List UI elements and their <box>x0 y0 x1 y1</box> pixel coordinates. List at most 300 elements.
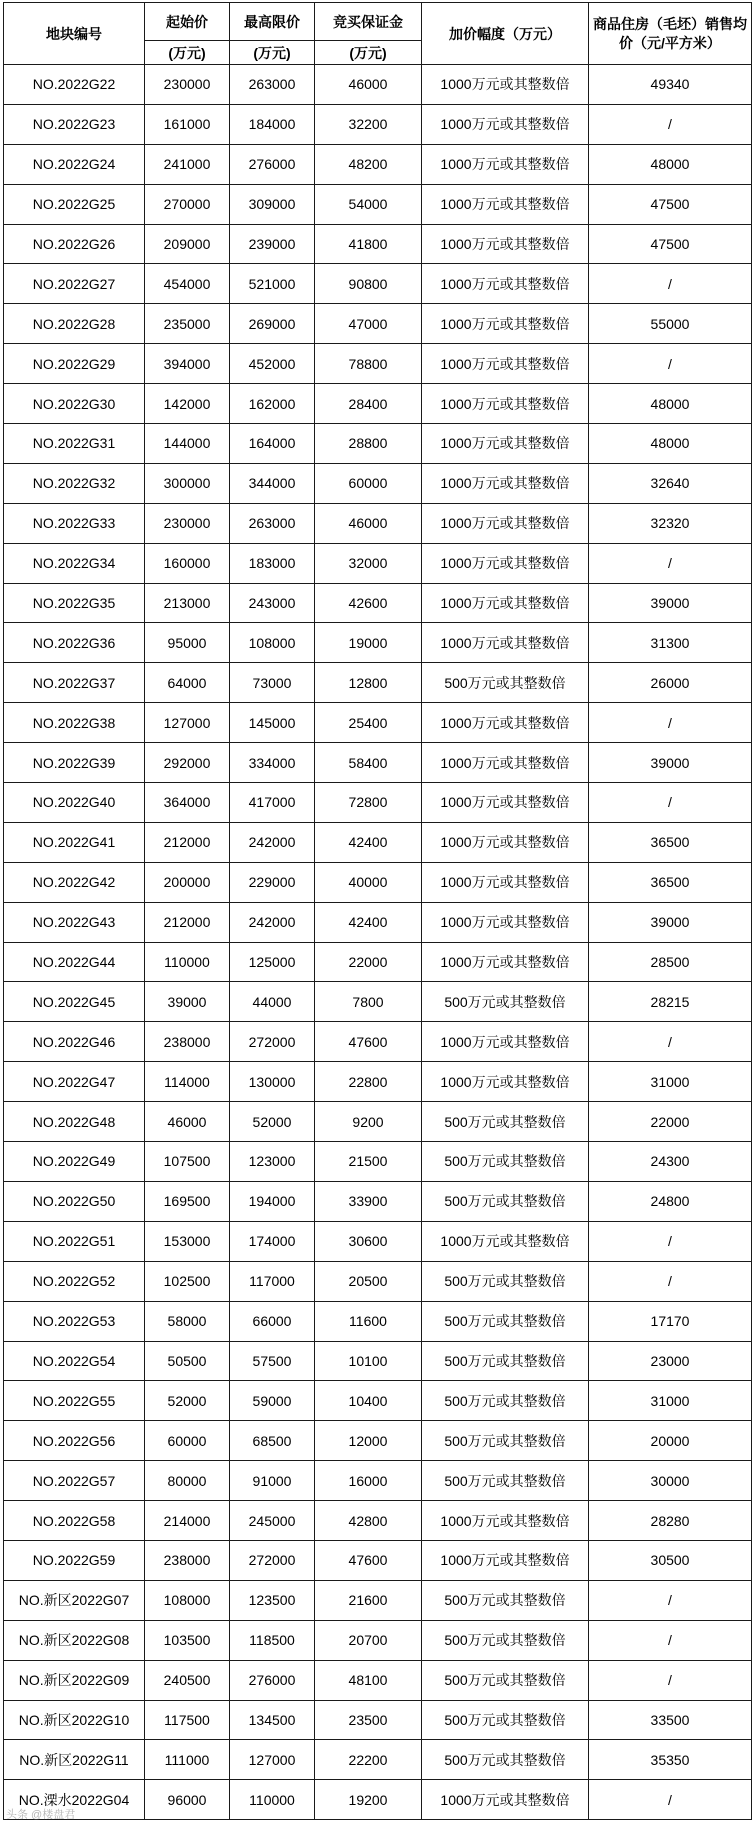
table-row <box>4 344 752 384</box>
cell-increment: 500万元或其整数倍 <box>422 1381 589 1421</box>
cell-avg-sale-price: / <box>589 1620 752 1660</box>
cell-max-price: 452000 <box>230 344 315 384</box>
cell-starting-price: 212000 <box>145 822 230 862</box>
cell-starting-price: 213000 <box>145 583 230 623</box>
cell-increment: 1000万元或其整数倍 <box>422 104 589 144</box>
cell-max-price: 164000 <box>230 424 315 464</box>
table-row <box>4 1660 752 1700</box>
cell-starting-price: 212000 <box>145 902 230 942</box>
cell-avg-sale-price: / <box>589 1580 752 1620</box>
cell-starting-price: 117500 <box>145 1700 230 1740</box>
table-row <box>4 1142 752 1182</box>
unit-deposit: (万元) <box>315 41 422 65</box>
cell-deposit: 22800 <box>315 1062 422 1102</box>
cell-starting-price: 270000 <box>145 184 230 224</box>
cell-deposit: 28400 <box>315 384 422 424</box>
cell-plot-number: NO.2022G26 <box>4 224 145 264</box>
cell-plot-number: NO.2022G54 <box>4 1341 145 1381</box>
cell-increment: 500万元或其整数倍 <box>422 1740 589 1780</box>
cell-plot-number: NO.新区2022G09 <box>4 1660 145 1700</box>
cell-increment: 1000万元或其整数倍 <box>422 862 589 902</box>
cell-increment: 1000万元或其整数倍 <box>422 1501 589 1541</box>
table-row <box>4 1620 752 1660</box>
cell-increment: 500万元或其整数倍 <box>422 1580 589 1620</box>
cell-avg-sale-price: 55000 <box>589 304 752 344</box>
cell-max-price: 183000 <box>230 543 315 583</box>
cell-avg-sale-price: 36500 <box>589 822 752 862</box>
cell-starting-price: 127000 <box>145 703 230 743</box>
cell-plot-number: NO.2022G50 <box>4 1181 145 1221</box>
cell-max-price: 52000 <box>230 1102 315 1142</box>
cell-starting-price: 394000 <box>145 344 230 384</box>
cell-avg-sale-price: 22000 <box>589 1102 752 1142</box>
cell-starting-price: 142000 <box>145 384 230 424</box>
cell-max-price: 229000 <box>230 862 315 902</box>
table-row <box>4 1780 752 1820</box>
cell-starting-price: 108000 <box>145 1580 230 1620</box>
cell-increment: 1000万元或其整数倍 <box>422 184 589 224</box>
cell-plot-number: NO.2022G42 <box>4 862 145 902</box>
cell-avg-sale-price: / <box>589 104 752 144</box>
cell-starting-price: 235000 <box>145 304 230 344</box>
cell-plot-number: NO.2022G31 <box>4 424 145 464</box>
cell-avg-sale-price: 31000 <box>589 1381 752 1421</box>
table-row <box>4 144 752 184</box>
cell-deposit: 72800 <box>315 783 422 823</box>
cell-plot-number: NO.2022G23 <box>4 104 145 144</box>
cell-plot-number: NO.2022G58 <box>4 1501 145 1541</box>
cell-increment: 500万元或其整数倍 <box>422 1660 589 1700</box>
cell-deposit: 25400 <box>315 703 422 743</box>
cell-avg-sale-price: 33500 <box>589 1700 752 1740</box>
cell-deposit: 28800 <box>315 424 422 464</box>
cell-increment: 1000万元或其整数倍 <box>422 144 589 184</box>
cell-increment: 500万元或其整数倍 <box>422 1461 589 1501</box>
cell-plot-number: NO.2022G53 <box>4 1301 145 1341</box>
header-max-price: 最高限价 <box>230 3 315 41</box>
cell-avg-sale-price: 32320 <box>589 503 752 543</box>
cell-starting-price: 240500 <box>145 1660 230 1700</box>
cell-starting-price: 60000 <box>145 1421 230 1461</box>
cell-starting-price: 214000 <box>145 1501 230 1541</box>
cell-max-price: 242000 <box>230 902 315 942</box>
cell-plot-number: NO.2022G57 <box>4 1461 145 1501</box>
cell-deposit: 48100 <box>315 1660 422 1700</box>
cell-deposit: 90800 <box>315 264 422 304</box>
cell-increment: 1000万元或其整数倍 <box>422 1540 589 1580</box>
cell-deposit: 40000 <box>315 862 422 902</box>
cell-avg-sale-price: / <box>589 1660 752 1700</box>
cell-increment: 1000万元或其整数倍 <box>422 264 589 304</box>
cell-max-price: 91000 <box>230 1461 315 1501</box>
cell-avg-sale-price: 39000 <box>589 902 752 942</box>
cell-deposit: 41800 <box>315 224 422 264</box>
cell-deposit: 32200 <box>315 104 422 144</box>
cell-avg-sale-price: 31300 <box>589 623 752 663</box>
table-row <box>4 384 752 424</box>
cell-starting-price: 241000 <box>145 144 230 184</box>
cell-increment: 500万元或其整数倍 <box>422 1421 589 1461</box>
cell-plot-number: NO.2022G56 <box>4 1421 145 1461</box>
cell-increment: 1000万元或其整数倍 <box>422 224 589 264</box>
cell-plot-number: NO.2022G52 <box>4 1261 145 1301</box>
cell-deposit: 12000 <box>315 1421 422 1461</box>
cell-plot-number: NO.2022G22 <box>4 65 145 105</box>
cell-max-price: 272000 <box>230 1540 315 1580</box>
cell-deposit: 54000 <box>315 184 422 224</box>
cell-increment: 1000万元或其整数倍 <box>422 783 589 823</box>
cell-increment: 1000万元或其整数倍 <box>422 1062 589 1102</box>
table-row <box>4 1700 752 1740</box>
cell-increment: 500万元或其整数倍 <box>422 1620 589 1660</box>
table-row <box>4 1181 752 1221</box>
cell-max-price: 110000 <box>230 1780 315 1820</box>
cell-avg-sale-price: 20000 <box>589 1421 752 1461</box>
cell-avg-sale-price: 48000 <box>589 424 752 464</box>
cell-avg-sale-price: 24800 <box>589 1181 752 1221</box>
cell-max-price: 174000 <box>230 1221 315 1261</box>
cell-deposit: 42400 <box>315 902 422 942</box>
cell-plot-number: NO.溧水2022G04 <box>4 1780 145 1820</box>
cell-deposit: 47600 <box>315 1540 422 1580</box>
cell-starting-price: 292000 <box>145 743 230 783</box>
cell-max-price: 59000 <box>230 1381 315 1421</box>
cell-max-price: 73000 <box>230 663 315 703</box>
cell-starting-price: 96000 <box>145 1780 230 1820</box>
cell-avg-sale-price: 31000 <box>589 1062 752 1102</box>
cell-deposit: 21600 <box>315 1580 422 1620</box>
table-row <box>4 902 752 942</box>
cell-deposit: 30600 <box>315 1221 422 1261</box>
cell-deposit: 47000 <box>315 304 422 344</box>
table-row <box>4 623 752 663</box>
cell-starting-price: 103500 <box>145 1620 230 1660</box>
header-starting-price: 起始价 <box>145 3 230 41</box>
cell-plot-number: NO.新区2022G07 <box>4 1580 145 1620</box>
table-row <box>4 65 752 105</box>
cell-deposit: 46000 <box>315 65 422 105</box>
cell-increment: 500万元或其整数倍 <box>422 1102 589 1142</box>
cell-increment: 1000万元或其整数倍 <box>422 942 589 982</box>
cell-plot-number: NO.2022G36 <box>4 623 145 663</box>
header-increment: 加价幅度（万元） <box>422 3 589 65</box>
table-row <box>4 1341 752 1381</box>
cell-increment: 1000万元或其整数倍 <box>422 1221 589 1261</box>
table-row <box>4 703 752 743</box>
cell-avg-sale-price: 48000 <box>589 384 752 424</box>
cell-plot-number: NO.新区2022G08 <box>4 1620 145 1660</box>
cell-avg-sale-price: 35350 <box>589 1740 752 1780</box>
cell-plot-number: NO.2022G38 <box>4 703 145 743</box>
cell-max-price: 130000 <box>230 1062 315 1102</box>
cell-max-price: 123500 <box>230 1580 315 1620</box>
cell-avg-sale-price: 28500 <box>589 942 752 982</box>
cell-avg-sale-price: 28280 <box>589 1501 752 1541</box>
cell-starting-price: 50500 <box>145 1341 230 1381</box>
cell-deposit: 48200 <box>315 144 422 184</box>
cell-increment: 1000万元或其整数倍 <box>422 424 589 464</box>
cell-starting-price: 160000 <box>145 543 230 583</box>
table-row <box>4 1261 752 1301</box>
cell-increment: 500万元或其整数倍 <box>422 1181 589 1221</box>
cell-deposit: 23500 <box>315 1700 422 1740</box>
table-row <box>4 822 752 862</box>
cell-plot-number: NO.2022G30 <box>4 384 145 424</box>
cell-deposit: 20500 <box>315 1261 422 1301</box>
cell-avg-sale-price: 28215 <box>589 982 752 1022</box>
cell-starting-price: 102500 <box>145 1261 230 1301</box>
cell-plot-number: NO.2022G41 <box>4 822 145 862</box>
cell-deposit: 10400 <box>315 1381 422 1421</box>
table-row <box>4 1421 752 1461</box>
cell-starting-price: 114000 <box>145 1062 230 1102</box>
cell-starting-price: 238000 <box>145 1540 230 1580</box>
cell-increment: 1000万元或其整数倍 <box>422 583 589 623</box>
cell-deposit: 21500 <box>315 1142 422 1182</box>
cell-increment: 1000万元或其整数倍 <box>422 503 589 543</box>
cell-max-price: 309000 <box>230 184 315 224</box>
cell-starting-price: 80000 <box>145 1461 230 1501</box>
table-row <box>4 224 752 264</box>
cell-max-price: 263000 <box>230 65 315 105</box>
cell-avg-sale-price: 24300 <box>589 1142 752 1182</box>
cell-increment: 1000万元或其整数倍 <box>422 822 589 862</box>
cell-starting-price: 52000 <box>145 1381 230 1421</box>
cell-starting-price: 64000 <box>145 663 230 703</box>
cell-plot-number: NO.2022G28 <box>4 304 145 344</box>
cell-plot-number: NO.2022G24 <box>4 144 145 184</box>
cell-deposit: 46000 <box>315 503 422 543</box>
header-plot-number: 地块编号 <box>4 3 145 65</box>
cell-avg-sale-price: / <box>589 1780 752 1820</box>
cell-max-price: 123000 <box>230 1142 315 1182</box>
cell-deposit: 47600 <box>315 1022 422 1062</box>
cell-plot-number: NO.2022G44 <box>4 942 145 982</box>
cell-deposit: 33900 <box>315 1181 422 1221</box>
cell-avg-sale-price: / <box>589 783 752 823</box>
table-row <box>4 743 752 783</box>
cell-increment: 500万元或其整数倍 <box>422 1341 589 1381</box>
cell-increment: 500万元或其整数倍 <box>422 663 589 703</box>
cell-increment: 1000万元或其整数倍 <box>422 65 589 105</box>
cell-plot-number: NO.2022G45 <box>4 982 145 1022</box>
cell-increment: 1000万元或其整数倍 <box>422 703 589 743</box>
cell-plot-number: NO.2022G37 <box>4 663 145 703</box>
cell-increment: 500万元或其整数倍 <box>422 1142 589 1182</box>
cell-max-price: 184000 <box>230 104 315 144</box>
cell-plot-number: NO.2022G27 <box>4 264 145 304</box>
cell-starting-price: 230000 <box>145 65 230 105</box>
cell-starting-price: 144000 <box>145 424 230 464</box>
cell-starting-price: 169500 <box>145 1181 230 1221</box>
cell-plot-number: NO.2022G35 <box>4 583 145 623</box>
cell-avg-sale-price: / <box>589 543 752 583</box>
cell-avg-sale-price: 30500 <box>589 1540 752 1580</box>
cell-avg-sale-price: 47500 <box>589 224 752 264</box>
table-row <box>4 1461 752 1501</box>
watermark: 头条 @楼盘君 <box>6 1809 76 1821</box>
cell-starting-price: 153000 <box>145 1221 230 1261</box>
cell-starting-price: 300000 <box>145 463 230 503</box>
cell-deposit: 42400 <box>315 822 422 862</box>
cell-deposit: 7800 <box>315 982 422 1022</box>
cell-plot-number: NO.新区2022G10 <box>4 1700 145 1740</box>
cell-plot-number: NO.2022G49 <box>4 1142 145 1182</box>
cell-deposit: 10100 <box>315 1341 422 1381</box>
cell-plot-number: NO.2022G55 <box>4 1381 145 1421</box>
table-row <box>4 304 752 344</box>
cell-avg-sale-price: / <box>589 264 752 304</box>
table-row <box>4 783 752 823</box>
table-row <box>4 104 752 144</box>
cell-starting-price: 238000 <box>145 1022 230 1062</box>
cell-plot-number: NO.2022G43 <box>4 902 145 942</box>
cell-max-price: 242000 <box>230 822 315 862</box>
cell-avg-sale-price: / <box>589 703 752 743</box>
cell-deposit: 9200 <box>315 1102 422 1142</box>
table-row <box>4 503 752 543</box>
cell-max-price: 521000 <box>230 264 315 304</box>
cell-avg-sale-price: / <box>589 1221 752 1261</box>
table-row <box>4 1381 752 1421</box>
cell-deposit: 42800 <box>315 1501 422 1541</box>
table-row <box>4 1501 752 1541</box>
table-row <box>4 1102 752 1142</box>
cell-increment: 500万元或其整数倍 <box>422 1261 589 1301</box>
table-row <box>4 1540 752 1580</box>
cell-increment: 1000万元或其整数倍 <box>422 463 589 503</box>
table-row <box>4 184 752 224</box>
unit-max-price: (万元) <box>230 41 315 65</box>
cell-max-price: 245000 <box>230 1501 315 1541</box>
table-row <box>4 463 752 503</box>
cell-increment: 1000万元或其整数倍 <box>422 543 589 583</box>
cell-starting-price: 107500 <box>145 1142 230 1182</box>
unit-starting-price: (万元) <box>145 41 230 65</box>
table-row <box>4 1301 752 1341</box>
cell-starting-price: 95000 <box>145 623 230 663</box>
cell-max-price: 272000 <box>230 1022 315 1062</box>
cell-avg-sale-price: 26000 <box>589 663 752 703</box>
cell-max-price: 57500 <box>230 1341 315 1381</box>
cell-starting-price: 39000 <box>145 982 230 1022</box>
cell-plot-number: NO.2022G29 <box>4 344 145 384</box>
cell-increment: 500万元或其整数倍 <box>422 1301 589 1341</box>
cell-deposit: 58400 <box>315 743 422 783</box>
cell-deposit: 42600 <box>315 583 422 623</box>
table-row <box>4 1580 752 1620</box>
table-row <box>4 1740 752 1780</box>
cell-avg-sale-price: 39000 <box>589 583 752 623</box>
table-row <box>4 663 752 703</box>
cell-max-price: 276000 <box>230 144 315 184</box>
cell-starting-price: 161000 <box>145 104 230 144</box>
cell-deposit: 19000 <box>315 623 422 663</box>
cell-increment: 500万元或其整数倍 <box>422 1700 589 1740</box>
cell-increment: 1000万元或其整数倍 <box>422 384 589 424</box>
cell-max-price: 263000 <box>230 503 315 543</box>
table-row <box>4 1221 752 1261</box>
table-row <box>4 424 752 464</box>
cell-max-price: 269000 <box>230 304 315 344</box>
table-body <box>4 65 752 1820</box>
cell-deposit: 19200 <box>315 1780 422 1820</box>
cell-max-price: 127000 <box>230 1740 315 1780</box>
cell-avg-sale-price: 49340 <box>589 65 752 105</box>
cell-avg-sale-price: 39000 <box>589 743 752 783</box>
table-row <box>4 543 752 583</box>
cell-avg-sale-price: / <box>589 344 752 384</box>
cell-starting-price: 58000 <box>145 1301 230 1341</box>
cell-max-price: 68500 <box>230 1421 315 1461</box>
cell-avg-sale-price: 47500 <box>589 184 752 224</box>
cell-avg-sale-price: 32640 <box>589 463 752 503</box>
cell-plot-number: NO.2022G34 <box>4 543 145 583</box>
table-row <box>4 862 752 902</box>
cell-deposit: 11600 <box>315 1301 422 1341</box>
cell-max-price: 344000 <box>230 463 315 503</box>
cell-max-price: 44000 <box>230 982 315 1022</box>
cell-plot-number: NO.2022G25 <box>4 184 145 224</box>
table-row <box>4 583 752 623</box>
cell-max-price: 276000 <box>230 1660 315 1700</box>
cell-deposit: 32000 <box>315 543 422 583</box>
cell-plot-number: NO.新区2022G11 <box>4 1740 145 1780</box>
cell-max-price: 194000 <box>230 1181 315 1221</box>
cell-avg-sale-price: 17170 <box>589 1301 752 1341</box>
header-avg-sale-price: 商品住房（毛坯）销售均价（元/平方米） <box>589 3 752 65</box>
cell-max-price: 243000 <box>230 583 315 623</box>
cell-avg-sale-price: 23000 <box>589 1341 752 1381</box>
cell-plot-number: NO.2022G48 <box>4 1102 145 1142</box>
cell-plot-number: NO.2022G32 <box>4 463 145 503</box>
cell-avg-sale-price: 36500 <box>589 862 752 902</box>
cell-starting-price: 454000 <box>145 264 230 304</box>
cell-max-price: 66000 <box>230 1301 315 1341</box>
cell-avg-sale-price: / <box>589 1022 752 1062</box>
header-deposit: 竞买保证金 <box>315 3 422 41</box>
cell-starting-price: 230000 <box>145 503 230 543</box>
cell-starting-price: 46000 <box>145 1102 230 1142</box>
cell-deposit: 22000 <box>315 942 422 982</box>
cell-max-price: 134500 <box>230 1700 315 1740</box>
cell-increment: 1000万元或其整数倍 <box>422 902 589 942</box>
table-header <box>4 3 752 65</box>
cell-starting-price: 209000 <box>145 224 230 264</box>
cell-plot-number: NO.2022G46 <box>4 1022 145 1062</box>
cell-max-price: 117000 <box>230 1261 315 1301</box>
cell-increment: 500万元或其整数倍 <box>422 982 589 1022</box>
cell-plot-number: NO.2022G59 <box>4 1540 145 1580</box>
cell-max-price: 118500 <box>230 1620 315 1660</box>
table-row <box>4 942 752 982</box>
cell-starting-price: 111000 <box>145 1740 230 1780</box>
cell-avg-sale-price: / <box>589 1261 752 1301</box>
table-row <box>4 982 752 1022</box>
cell-avg-sale-price: 30000 <box>589 1461 752 1501</box>
cell-plot-number: NO.2022G51 <box>4 1221 145 1261</box>
cell-increment: 1000万元或其整数倍 <box>422 623 589 663</box>
table-row <box>4 264 752 304</box>
cell-deposit: 78800 <box>315 344 422 384</box>
cell-increment: 1000万元或其整数倍 <box>422 1022 589 1062</box>
cell-starting-price: 200000 <box>145 862 230 902</box>
land-auction-table <box>3 2 752 1820</box>
cell-deposit: 60000 <box>315 463 422 503</box>
cell-max-price: 125000 <box>230 942 315 982</box>
cell-max-price: 108000 <box>230 623 315 663</box>
cell-plot-number: NO.2022G40 <box>4 783 145 823</box>
